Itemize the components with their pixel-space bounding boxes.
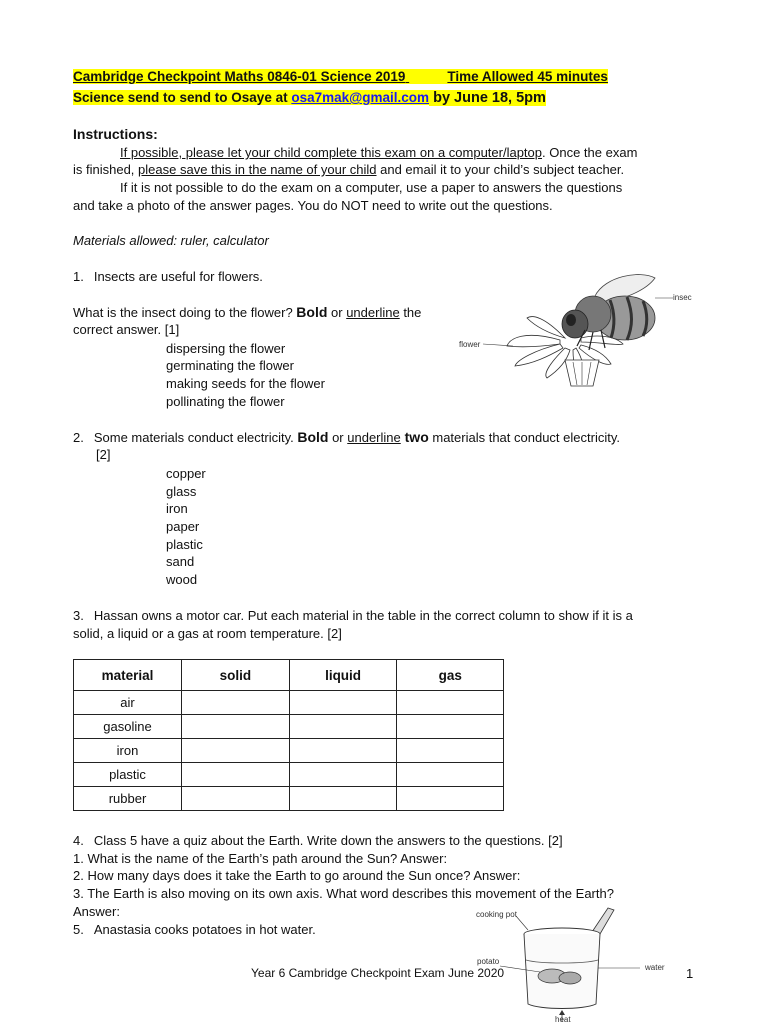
q3-text: Hassan owns a motor car. Put each material in the table in the correct column to show if it is a <box>93 608 633 623</box>
header-line-1 <box>73 69 608 84</box>
q4-text: Class 5 have a quiz about the Earth. Write down the answers to the questions. [2] <box>93 833 563 848</box>
q2-option[interactable]: sand <box>166 554 195 569</box>
q2-option[interactable]: iron <box>166 501 188 516</box>
pot-handle <box>592 908 614 934</box>
instructions-line-1 <box>120 145 637 160</box>
time-allowed: Time Allowed 45 minutes <box>447 69 608 84</box>
answer-cell[interactable] <box>182 763 290 787</box>
q2-option[interactable]: wood <box>166 572 198 587</box>
table-row <box>74 787 504 811</box>
q2-option[interactable]: paper <box>166 519 200 534</box>
q1-question-end: the <box>399 305 422 320</box>
answer-cell[interactable] <box>397 691 504 715</box>
q3-number: 3. <box>73 608 84 623</box>
instructions-text-2a: is finished, <box>73 162 139 177</box>
footer-text: Year 6 Cambridge Checkpoint Exam June 2020 <box>251 966 505 980</box>
q4-number: 4. <box>73 833 84 848</box>
answer-cell[interactable] <box>182 715 290 739</box>
send-instruction: Science send to send to Osaye at <box>73 90 292 105</box>
title-spacer <box>405 69 447 84</box>
instructions-heading: Instructions: <box>73 126 158 142</box>
answer-cell[interactable] <box>397 787 504 811</box>
q4-subquestion-3: 3. The Earth is also moving on its own axis. What word describes this movement of the Earth? <box>73 886 614 901</box>
deadline: by June 18, 5pm <box>433 90 546 106</box>
q1-option[interactable]: dispersing the flower <box>166 341 286 356</box>
materials-allowed: Materials allowed: ruler, calculator <box>73 233 269 248</box>
instructions-line-3: If it is not possible to do the exam on a computer, use a paper to answers the questions <box>120 180 623 195</box>
instructions-line-4: and take a photo of the answer pages. You do NOT need to write out the questions. <box>73 198 553 213</box>
q4-stem <box>73 833 563 848</box>
label-potato: potato <box>477 957 500 966</box>
materials-table <box>73 659 504 811</box>
material-cell: air <box>74 691 182 715</box>
table-row <box>74 763 504 787</box>
header-gas: gas <box>397 660 504 691</box>
q5-text: Anastasia cooks potatoes in hot water. <box>93 922 316 937</box>
bee-head <box>562 310 588 338</box>
q2-two: two <box>400 429 429 445</box>
q2-or: or <box>328 430 348 445</box>
answer-cell[interactable] <box>182 787 290 811</box>
instructions-line-2 <box>73 162 624 177</box>
answer-cell[interactable] <box>289 739 397 763</box>
q1-question-text: What is the insect doing to the flower? <box>73 305 297 320</box>
q1-or: or <box>327 305 347 320</box>
instructions-underlined-2: please save this in the name of your child <box>138 162 377 177</box>
q2-bold-word: Bold <box>297 429 329 445</box>
q4-subquestion-1: 1. What is the name of the Earth’s path around the Sun? Answer: <box>73 851 448 866</box>
page-number: 1 <box>686 966 694 981</box>
material-cell: iron <box>74 739 182 763</box>
material-cell: plastic <box>74 763 182 787</box>
table-row <box>74 691 504 715</box>
q1-question <box>73 304 421 320</box>
answer-cell[interactable] <box>397 763 504 787</box>
q1-stem <box>73 269 263 284</box>
q2-option[interactable]: glass <box>166 484 197 499</box>
q1-text: Insects are useful for flowers. <box>93 269 263 284</box>
q1-option[interactable]: germinating the flower <box>166 358 294 373</box>
table-header-row <box>74 660 504 691</box>
header-solid: solid <box>182 660 290 691</box>
material-cell: rubber <box>74 787 182 811</box>
label-water: water <box>645 963 665 972</box>
answer-cell[interactable] <box>289 691 397 715</box>
bee-flower-illustration <box>455 268 695 393</box>
label-heat: heat <box>555 1015 571 1024</box>
q1-bold-word: Bold <box>296 304 328 320</box>
q2-number: 2. <box>73 430 84 445</box>
q2-stem <box>73 429 620 445</box>
q3-line-1 <box>73 608 633 623</box>
table-row <box>74 739 504 763</box>
q2-text-end: materials that conduct electricity. <box>428 430 620 445</box>
label-cooking-pot: cooking pot <box>476 910 517 919</box>
instructions-underlined-1: If possible, please let your child complete this exam on a computer/laptop <box>120 145 543 160</box>
instructions-text-2b: and email it to your child’s subject teacher. <box>376 162 625 177</box>
header-material: material <box>74 660 182 691</box>
q1-underline-word: underline <box>346 305 400 320</box>
q5-stem <box>73 922 316 937</box>
q2-option[interactable]: plastic <box>166 537 203 552</box>
q3-line-2: solid, a liquid or a gas at room temperature. [2] <box>73 626 342 641</box>
q2-underline-word: underline <box>347 430 401 445</box>
table-row <box>74 715 504 739</box>
material-cell: gasoline <box>74 715 182 739</box>
answer-cell[interactable] <box>397 739 504 763</box>
answer-cell[interactable] <box>182 691 290 715</box>
potato <box>559 972 581 984</box>
answer-cell[interactable] <box>289 763 397 787</box>
q2-text: Some materials conduct electricity. <box>93 430 298 445</box>
label-insect: insec <box>673 293 692 302</box>
q4-answer-label: Answer: <box>73 904 120 919</box>
answer-cell[interactable] <box>289 787 397 811</box>
q1-option[interactable]: pollinating the flower <box>166 394 285 409</box>
answer-cell[interactable] <box>289 715 397 739</box>
q1-option[interactable]: making seeds for the flower <box>166 376 325 391</box>
q4-subquestion-2: 2. How many days does it take the Earth to go around the Sun once? Answer: <box>73 868 521 883</box>
exam-title: Cambridge Checkpoint Maths 0846-01 Science 2019 <box>73 69 406 84</box>
instructions-text-1: . Once the exam <box>542 145 638 160</box>
header-line-2 <box>73 90 546 106</box>
answer-cell[interactable] <box>397 715 504 739</box>
q2-option[interactable]: copper <box>166 466 206 481</box>
q5-number: 5. <box>73 922 84 937</box>
header-liquid: liquid <box>289 660 397 691</box>
q2-marks: [2] <box>96 447 111 462</box>
label-flower: flower <box>459 340 481 349</box>
answer-cell[interactable] <box>182 739 290 763</box>
q1-marks: correct answer. [1] <box>73 322 180 337</box>
email-link[interactable]: osa7mak@gmail.com <box>291 90 430 105</box>
q1-number: 1. <box>73 269 84 284</box>
